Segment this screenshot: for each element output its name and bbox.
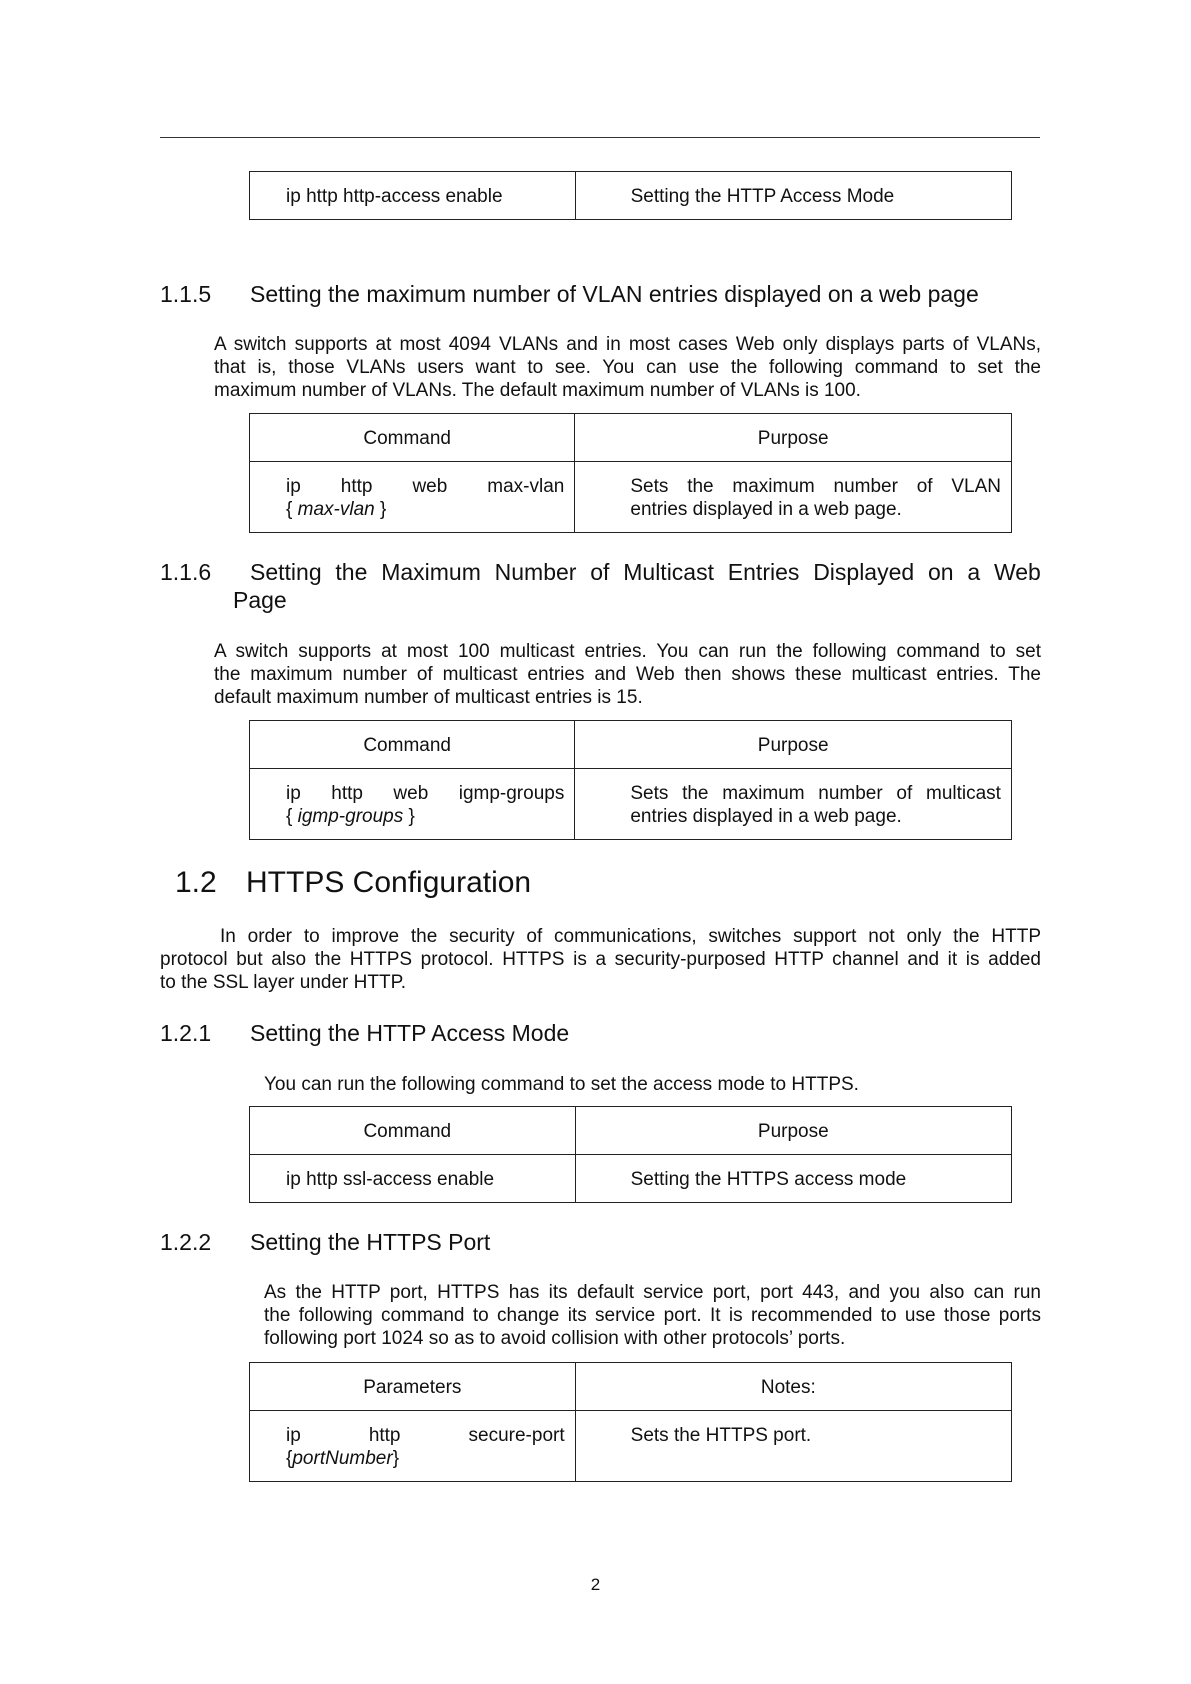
paragraph-access-mode: You can run the following command to set the access mode to HTTPS. [264,1074,859,1095]
heading-1-1-6: 1.1.6 Setting the Maximum Number of Multicast Entries Displayed on a Web Page [160,559,1041,613]
header-rule [160,137,1040,138]
heading-1-2-1: 1.2.1 Setting the HTTP Access Mode [160,1020,570,1046]
table-header-command: Command [363,1121,452,1142]
table-header-command: Command [363,735,451,756]
table-ssl-access [249,1106,1012,1203]
heading-1-2-2: 1.2.2 Setting the HTTPS Port [160,1229,491,1255]
paragraph-multicast: A switch supports at most 100 multicast entries. You can run the following command to set the maximum number of multicast entries and Web then shows these multicast entries. The default maximum number of multicast entries is 15. [214,641,1041,708]
table-igmp-groups [249,720,1012,840]
purpose-cell: Sets the HTTPS port. [630,1425,812,1446]
table-header-notes: Notes: [760,1377,816,1398]
table-header-purpose: Purpose [757,1121,829,1142]
command-cell: ip http web max-vlan { max-vlan } [286,476,565,520]
paragraph-https-port: As the HTTP port, HTTPS has its default service port, port 443, and you also can run the following command to change its service port. It is recommended to use those ports following port 1024 so as to avoid collision with other protocols’ ports. [264,1282,1041,1349]
paragraph-vlan: A switch supports at most 4094 VLANs and in most cases Web only displays parts of VLANs, that is, those VLANs users want to see. You can use the following command to set the maximum number of VLANs. The default maximum number of VLANs is 100. [214,334,1041,401]
purpose-cell: Setting the HTTPS access mode [630,1169,907,1190]
command-cell: ip http http-access enable [286,186,503,207]
heading-1-1-5: 1.1.5 Setting the maximum number of VLAN entries displayed on a web page [160,281,979,307]
heading-1-2: 1.2 HTTPS Configuration [175,866,532,899]
table-header-purpose: Purpose [757,735,829,756]
table-header-purpose: Purpose [757,428,829,449]
command-cell: ip http ssl-access enable [286,1169,495,1190]
table-max-vlan [249,413,1012,533]
paragraph-https-intro: In order to improve the security of communications, switches support not only the HTTP protocol but also the HTTPS protocol. HTTPS is a security-purposed HTTP channel and it is added to the SSL layer under HTTP. [160,926,1041,993]
purpose-cell: Sets the maximum number of VLAN entries displayed in a web page. [630,476,1001,520]
table-http-access [249,171,1012,220]
command-cell: ip http web igmp-groups { igmp-groups } [286,783,565,827]
page-number: 2 [590,1575,601,1594]
purpose-cell: Sets the maximum number of multicast entries displayed in a web page. [630,783,1001,827]
command-cell: ip http secure-port {portNumber} [286,1425,565,1469]
table-header-command: Command [363,428,452,449]
table-secure-port [249,1362,1012,1482]
purpose-cell: Setting the HTTP Access Mode [630,186,895,207]
table-header-parameters: Parameters [363,1377,462,1398]
